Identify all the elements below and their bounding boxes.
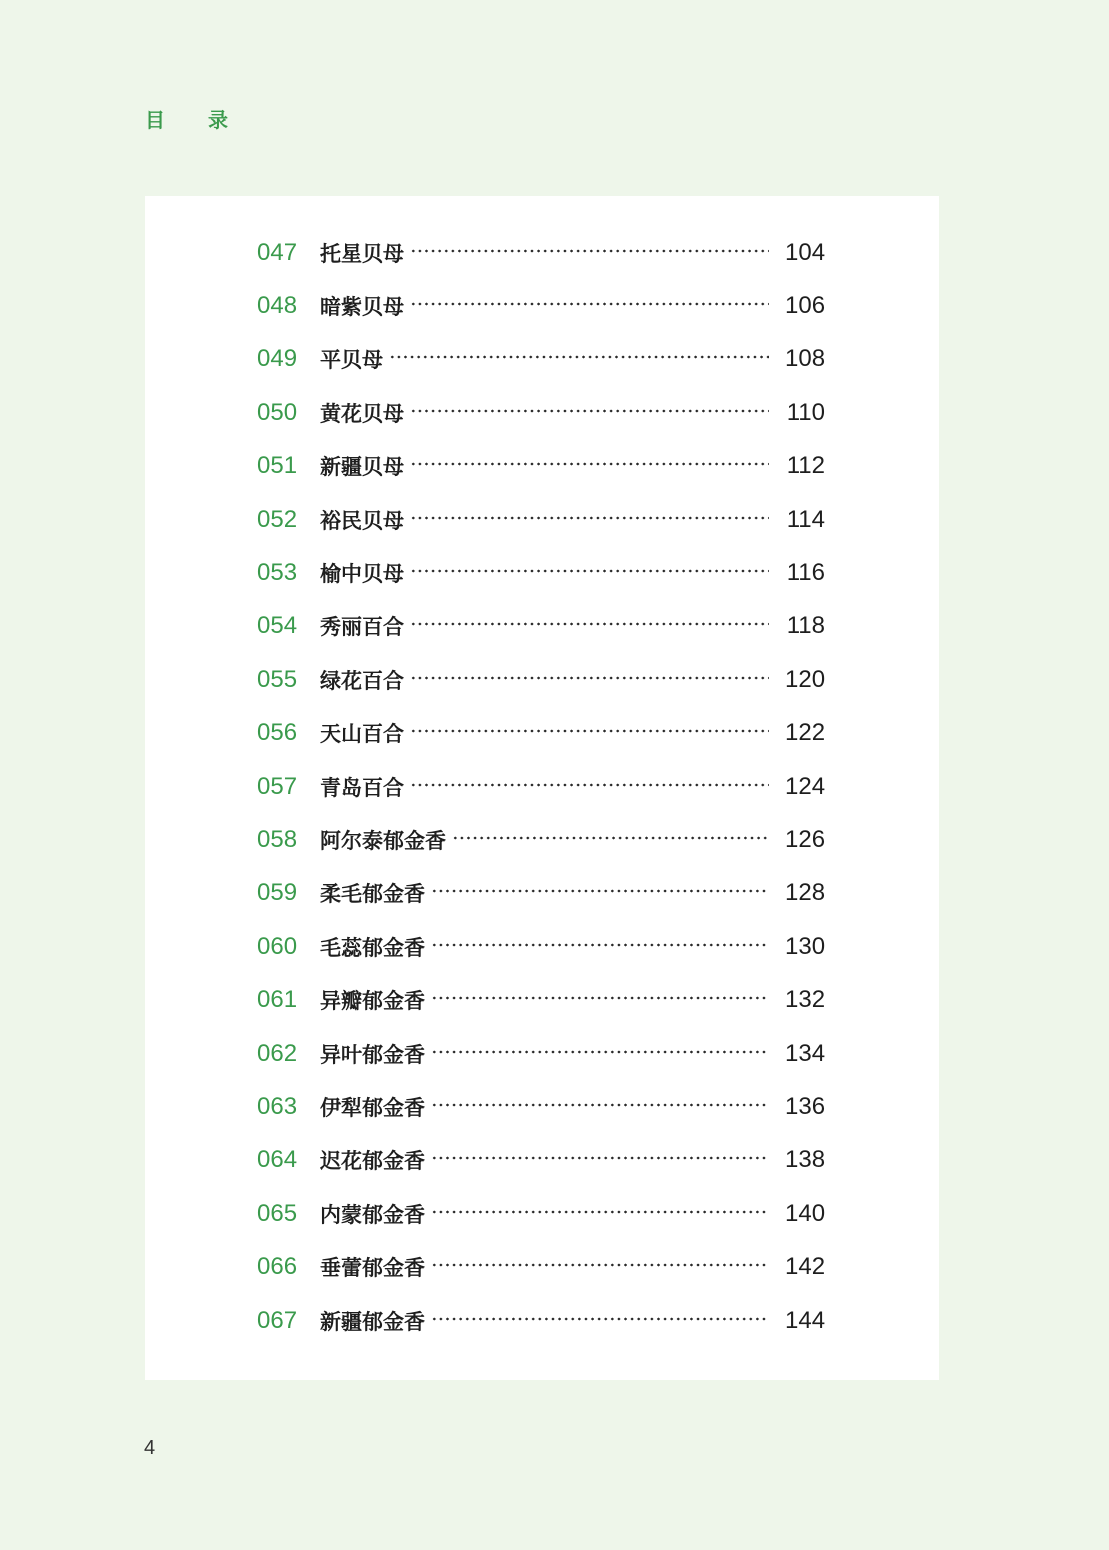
toc-entry[interactable] xyxy=(257,1240,825,1293)
entry-number: 050 xyxy=(257,398,298,426)
entry-title: 暗紫贝母 xyxy=(320,295,404,320)
toc-entry[interactable] xyxy=(257,867,825,920)
dot-leader xyxy=(410,462,769,466)
toc-entry[interactable] xyxy=(257,813,825,866)
dot-leader xyxy=(431,1263,769,1267)
entry-title: 伊犁郁金香 xyxy=(320,1095,425,1120)
entry-number: 049 xyxy=(257,345,298,373)
entry-title: 青岛百合 xyxy=(320,775,404,800)
dot-leader xyxy=(410,622,769,626)
entry-number: 063 xyxy=(257,1092,298,1120)
entry-page-number: 112 xyxy=(786,452,825,480)
toc-entry[interactable] xyxy=(257,707,825,760)
toc-entry[interactable] xyxy=(257,1027,825,1080)
entry-number: 052 xyxy=(257,505,298,533)
entry-page-number: 138 xyxy=(785,1146,826,1174)
entry-number: 053 xyxy=(257,559,298,587)
entry-number: 062 xyxy=(257,1039,298,1067)
entry-number: 064 xyxy=(257,1146,298,1174)
entry-number: 058 xyxy=(257,825,298,853)
entry-page-number: 126 xyxy=(785,825,826,853)
dot-leader xyxy=(431,1210,769,1214)
entry-title: 垂蕾郁金香 xyxy=(320,1256,425,1281)
entry-number: 055 xyxy=(257,665,298,693)
entry-title: 新疆郁金香 xyxy=(320,1309,425,1334)
entry-page-number: 144 xyxy=(785,1306,826,1334)
entry-title: 绿花百合 xyxy=(320,668,404,693)
entry-title: 异瓣郁金香 xyxy=(320,989,425,1014)
entry-title: 异叶郁金香 xyxy=(320,1042,425,1067)
entry-page-number: 142 xyxy=(785,1253,826,1281)
toc-entry[interactable] xyxy=(257,226,825,279)
entry-page-number: 132 xyxy=(785,986,826,1014)
dot-leader xyxy=(431,889,769,893)
dot-leader xyxy=(410,516,769,520)
entry-title: 天山百合 xyxy=(320,722,404,747)
entry-page-number: 118 xyxy=(786,612,825,640)
entry-number: 067 xyxy=(257,1306,298,1334)
entry-number: 051 xyxy=(257,452,298,480)
entry-page-number: 106 xyxy=(785,292,826,320)
dot-leader xyxy=(431,1317,769,1321)
entry-title: 柔毛郁金香 xyxy=(320,882,425,907)
entry-number: 066 xyxy=(257,1253,298,1281)
toc-entry[interactable] xyxy=(257,493,825,546)
entry-page-number: 128 xyxy=(785,879,826,907)
entry-title: 黄花贝母 xyxy=(320,401,404,426)
entry-title: 毛蕊郁金香 xyxy=(320,935,425,960)
entry-page-number: 116 xyxy=(786,559,825,587)
dot-leader xyxy=(410,676,769,680)
entry-number: 065 xyxy=(257,1199,298,1227)
entry-number: 048 xyxy=(257,292,298,320)
toc-entry[interactable] xyxy=(257,1080,825,1133)
toc-entry[interactable] xyxy=(257,333,825,386)
toc-entry[interactable] xyxy=(257,600,825,653)
entry-page-number: 114 xyxy=(786,505,825,533)
entry-page-number: 120 xyxy=(785,665,826,693)
entry-title: 榆中贝母 xyxy=(320,562,404,587)
entry-page-number: 104 xyxy=(785,238,826,266)
entry-page-number: 122 xyxy=(785,719,826,747)
entry-page-number: 136 xyxy=(785,1092,826,1120)
toc-entry[interactable] xyxy=(257,546,825,599)
dot-leader xyxy=(452,836,769,840)
dot-leader xyxy=(431,1103,769,1107)
toc-entry[interactable] xyxy=(257,973,825,1026)
dot-leader xyxy=(431,943,769,947)
toc-entry[interactable] xyxy=(257,1294,825,1347)
toc-entry[interactable] xyxy=(257,1187,825,1240)
toc-entry[interactable] xyxy=(257,279,825,332)
dot-leader xyxy=(389,355,769,359)
entry-number: 059 xyxy=(257,879,298,907)
toc-entry[interactable] xyxy=(257,386,825,439)
dot-leader xyxy=(410,569,769,573)
dot-leader xyxy=(410,409,769,413)
dot-leader xyxy=(410,249,769,253)
entry-title: 托星贝母 xyxy=(320,241,404,266)
toc-entry[interactable] xyxy=(257,920,825,973)
dot-leader xyxy=(431,1156,769,1160)
entry-page-number: 134 xyxy=(785,1039,826,1067)
entry-title: 裕民贝母 xyxy=(320,508,404,533)
page-title: 目 录 xyxy=(145,108,246,132)
entry-title: 新疆贝母 xyxy=(320,455,404,480)
toc-entry[interactable] xyxy=(257,653,825,706)
entry-number: 061 xyxy=(257,986,298,1014)
dot-leader xyxy=(431,1050,769,1054)
entry-number: 060 xyxy=(257,932,298,960)
entry-title: 迟花郁金香 xyxy=(320,1149,425,1174)
entry-number: 047 xyxy=(257,238,298,266)
toc-list xyxy=(257,226,825,1347)
entry-title: 秀丽百合 xyxy=(320,615,404,640)
dot-leader xyxy=(410,783,769,787)
entry-page-number: 124 xyxy=(785,772,826,800)
entry-page-number: 130 xyxy=(785,932,826,960)
entry-page-number: 110 xyxy=(786,398,825,426)
entry-page-number: 108 xyxy=(785,345,826,373)
dot-leader xyxy=(431,996,769,1000)
entry-number: 057 xyxy=(257,772,298,800)
toc-entry[interactable] xyxy=(257,440,825,493)
toc-entry[interactable] xyxy=(257,760,825,813)
entry-title: 内蒙郁金香 xyxy=(320,1202,425,1227)
page-number: 4 xyxy=(144,1437,156,1459)
entry-title: 平贝母 xyxy=(320,348,383,373)
dot-leader xyxy=(410,302,769,306)
entry-number: 056 xyxy=(257,719,298,747)
entry-number: 054 xyxy=(257,612,298,640)
toc-panel xyxy=(145,196,939,1380)
entry-title: 阿尔泰郁金香 xyxy=(320,828,446,853)
toc-entry[interactable] xyxy=(257,1134,825,1187)
dot-leader xyxy=(410,729,769,733)
entry-page-number: 140 xyxy=(785,1199,826,1227)
